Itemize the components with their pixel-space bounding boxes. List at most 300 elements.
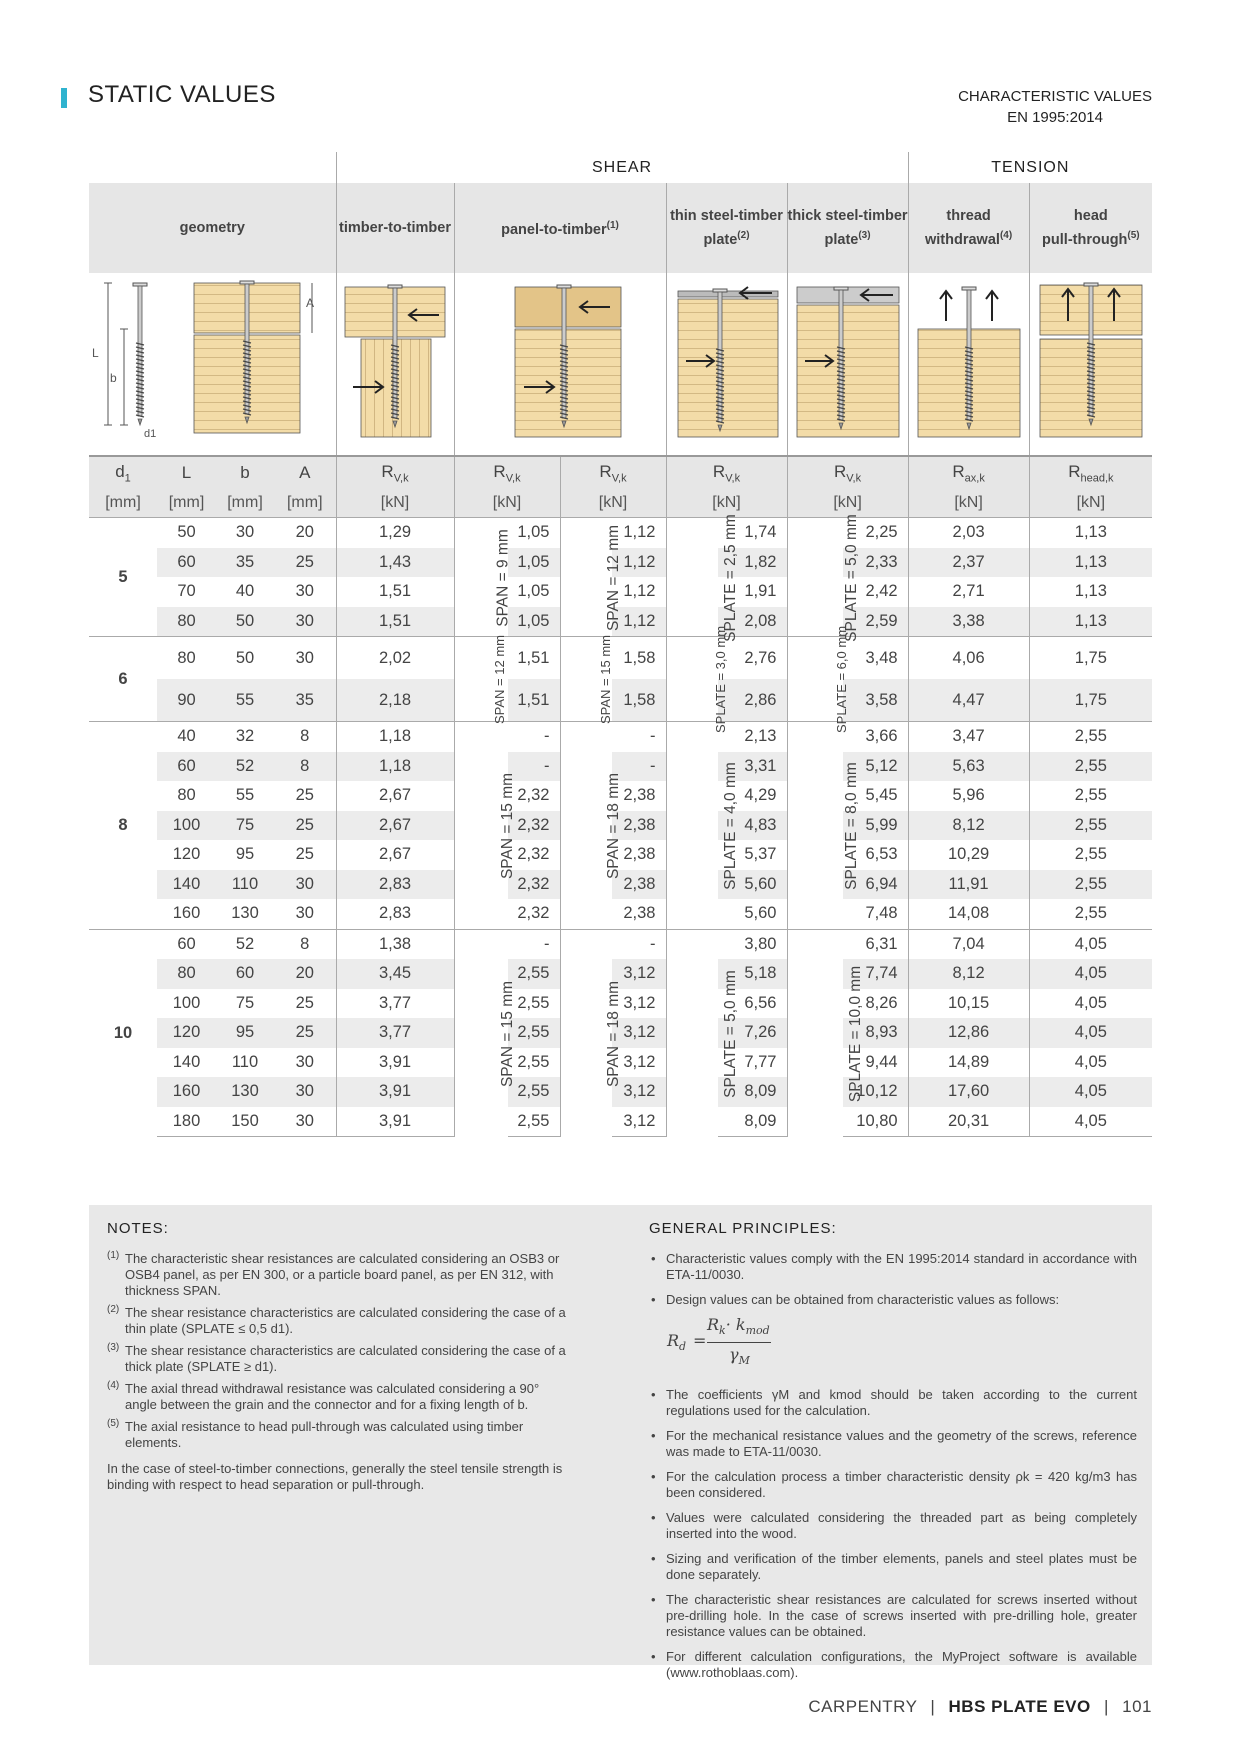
thread-length-cell: 60 (216, 959, 274, 989)
rvk-panel-1-cell: - (508, 929, 560, 959)
principles-list (649, 1387, 1137, 1681)
diameter-cell: 5 (89, 518, 157, 637)
table-body (89, 513, 1152, 1137)
sym-rheadk: $R_{head,k}$ (1029, 456, 1152, 489)
a-cell: 25 (274, 548, 336, 578)
page-footer (808, 1697, 1152, 1717)
rax-cell: 17,60 (908, 1077, 1029, 1107)
sym-rvk-thick: $R_{V,k}$ (787, 456, 908, 489)
rvk-thick-plate-cell: 5,99 (843, 811, 908, 841)
rvk-timber-cell: 1,51 (336, 607, 454, 637)
rvk-thick-plate-cell: 7,48 (865, 904, 898, 923)
rvk-panel-1-cell: 2,32 (508, 811, 560, 841)
rax-cell: 8,12 (908, 959, 1029, 989)
rvk-timber-cell: 3,91 (336, 1107, 454, 1137)
rvk-timber-cell: 3,91 (336, 1048, 454, 1078)
rvk-thick-plate-cell: 2,25 (843, 518, 908, 548)
table-row (89, 899, 1152, 929)
page-number: 101 (1122, 1697, 1152, 1716)
rvk-panel-1-cell: 2,55 (508, 1077, 560, 1107)
principles-heading: GENERAL PRINCIPLES: (649, 1220, 837, 1237)
length-cell: 160 (157, 1077, 216, 1107)
splate-label-thick: SPLATE = 8,0 mm (787, 722, 843, 930)
unit-mm: [mm] (89, 489, 157, 518)
table-row (89, 929, 1152, 959)
rhead-cell: 4,05 (1029, 1018, 1152, 1048)
rvk-thin-plate-cell: 2,86 (718, 679, 787, 722)
rvk-thick-plate-cell: 8,26 (865, 993, 898, 1012)
sym-raxk: $R_{ax,k}$ (908, 456, 1029, 489)
thread-length-cell: 75 (235, 993, 255, 1012)
table-row (89, 1107, 1152, 1137)
splate-label-thin: SPLATE = 4,0 mm (666, 722, 718, 930)
rvk-panel-2-cell: 1,12 (612, 518, 666, 548)
rvk-timber-cell: 1,18 (336, 722, 454, 752)
rvk-panel-2-cell: - (612, 722, 666, 752)
unit-kn: [kN] (666, 489, 787, 518)
rvk-panel-1-cell: 2,55 (517, 993, 550, 1012)
rhead-cell: 1,13 (1029, 607, 1152, 637)
rvk-panel-1-cell: 1,51 (508, 637, 560, 680)
length-cell: 50 (157, 518, 216, 548)
rax-cell: 14,08 (908, 899, 1029, 929)
rhead-cell: 1,75 (1029, 637, 1152, 680)
head-pull-through-diagram (1029, 273, 1152, 456)
rvk-thin-plate-cell: 7,26 (718, 1018, 787, 1048)
splate-label-thick: SPLATE = 5,0 mm (787, 518, 843, 637)
splate-label-thick: SPLATE = 6,0 mm (787, 637, 843, 722)
length-cell: 140 (157, 870, 216, 900)
rax-cell: 2,03 (908, 518, 1029, 548)
rvk-panel-1-cell: 1,05 (508, 518, 560, 548)
rax-cell: 3,47 (908, 722, 1029, 752)
title-accent-bar (61, 88, 67, 108)
rvk-thick-plate-cell: 6,53 (865, 845, 898, 864)
rhead-cell: 2,55 (1029, 752, 1152, 782)
rvk-panel-1-cell: 2,55 (517, 1052, 550, 1071)
a-cell: 25 (274, 811, 336, 841)
rvk-timber-cell: 3,77 (336, 989, 454, 1019)
thread-length-cell: 55 (235, 786, 255, 805)
unit-mm: [mm] (216, 489, 274, 518)
thread-length-cell: 150 (216, 1107, 274, 1137)
rvk-timber-cell: 2,18 (336, 679, 454, 722)
rvk-thin-plate-cell: 5,18 (718, 959, 787, 989)
thin-steel-plate-diagram (666, 273, 787, 456)
rvk-timber-cell: 2,83 (336, 899, 454, 929)
rvk-thick-plate-cell: 10,12 (843, 1077, 908, 1107)
rvk-timber-cell: 2,67 (336, 840, 454, 870)
rvk-timber-cell: 2,67 (336, 781, 454, 811)
length-cell: 120 (172, 845, 201, 864)
length-cell: 160 (172, 904, 201, 923)
principle-item: • The coefficients γM and kmod should be taken according to the current regulations used for the calculation. (649, 1387, 1137, 1419)
principle-item: • For the mechanical resistance values and the geometry of the screws, reference was made to ETA-11/0030. (649, 1428, 1137, 1460)
label-b: b (110, 370, 117, 385)
unit-kn: [kN] (1029, 489, 1152, 518)
notes-column (107, 1221, 567, 1493)
a-cell: 30 (295, 582, 314, 601)
rax-cell: 12,86 (908, 1018, 1029, 1048)
rax-cell: 4,06 (908, 637, 1029, 680)
thick-steel-plate-header: thick steel-timber plate$^{(3)}$ (787, 183, 908, 273)
rvk-timber-cell: 3,77 (336, 1018, 454, 1048)
rhead-cell: 2,55 (1029, 722, 1152, 752)
rvk-thick-plate-cell: 2,42 (865, 582, 898, 601)
a-cell: 30 (295, 1052, 314, 1071)
table-row (89, 679, 1152, 722)
geometry-diagram (89, 273, 336, 456)
rax-cell: 4,47 (908, 679, 1029, 722)
sym-rvk-t2t: $R_{V,k}$ (336, 456, 454, 489)
thread-length-cell: 32 (216, 722, 274, 752)
sym-rvk-pan1: $R_{V,k}$ (454, 456, 560, 489)
a-cell: 8 (274, 929, 336, 959)
thread-length-cell: 35 (216, 548, 274, 578)
label-d1: d1 (144, 427, 157, 440)
rvk-panel-2-cell: 2,38 (623, 845, 656, 864)
principle-item: • Design values can be obtained from characteristic values as follows: (649, 1292, 1137, 1308)
rvk-panel-2-cell: 1,58 (612, 637, 666, 680)
rax-cell: 14,89 (908, 1048, 1029, 1078)
rvk-thick-plate-cell: 9,44 (865, 1052, 898, 1071)
table-row (89, 518, 1152, 548)
rvk-thin-plate-cell: 7,77 (744, 1052, 777, 1071)
rvk-panel-1-cell: 2,32 (508, 870, 560, 900)
rax-cell: 5,96 (908, 781, 1029, 811)
rax-cell: 2,37 (908, 548, 1029, 578)
rax-cell: 2,71 (908, 577, 1029, 607)
rvk-thick-plate-cell: 5,12 (843, 752, 908, 782)
thread-length-cell: 130 (216, 1077, 274, 1107)
thread-length-cell: 95 (235, 845, 255, 864)
rvk-timber-cell: 3,91 (336, 1077, 454, 1107)
note-item: (2) The shear resistance characteristics are calculated considering the case of a thin plate (SPLATE ≤ 0,5 d1). (107, 1304, 566, 1336)
splate-label-thin: SPLATE = 5,0 mm (666, 929, 718, 1137)
principle-item: • For different calculation configurations, the MyProject software is available (www.rothoblaas.com). (649, 1649, 1137, 1681)
rvk-panel-1-cell: - (508, 722, 560, 752)
length-cell: 180 (157, 1107, 216, 1137)
rvk-panel-1-cell: 2,55 (508, 1018, 560, 1048)
principle-item: • Values were calculated considering the threaded part as being completely inserted into the wood. (649, 1510, 1137, 1542)
rvk-panel-2-cell: 3,12 (612, 1018, 666, 1048)
rvk-panel-1-cell: 2,55 (508, 1107, 560, 1137)
rvk-timber-cell: 2,83 (336, 870, 454, 900)
rvk-thin-plate-cell: 8,09 (718, 1077, 787, 1107)
thread-length-cell: 75 (216, 811, 274, 841)
length-cell: 80 (157, 607, 216, 637)
rvk-panel-2-cell: 1,12 (612, 607, 666, 637)
length-cell: 80 (177, 786, 196, 805)
screw-geometry-illustration (92, 277, 332, 447)
a-cell: 30 (274, 607, 336, 637)
a-cell: 30 (274, 870, 336, 900)
sym-A: A (274, 456, 336, 489)
design-value-formula: $R_d$ = $R_k\cdot k_{mod}$ $\gamma_M$ (667, 1315, 770, 1368)
principles-column (649, 1221, 1137, 1690)
rax-cell: 11,91 (908, 870, 1029, 900)
unit-kn: [kN] (560, 489, 666, 518)
rax-cell: 5,63 (908, 752, 1029, 782)
label-L: L (92, 345, 99, 360)
rvk-thin-plate-cell: 4,83 (718, 811, 787, 841)
thread-length-cell: 110 (216, 870, 274, 900)
rvk-timber-cell: 2,02 (336, 637, 454, 680)
rvk-panel-2-cell: 3,12 (612, 959, 666, 989)
length-cell: 60 (157, 548, 216, 578)
rvk-thin-plate-cell: 2,08 (718, 607, 787, 637)
thread-length-cell: 30 (216, 518, 274, 548)
a-cell: 25 (295, 993, 314, 1012)
rvk-panel-2-cell: - (612, 929, 666, 959)
rvk-thin-plate-cell: 2,76 (718, 637, 787, 680)
rhead-cell: 1,13 (1029, 577, 1152, 607)
rvk-panel-2-cell: 1,12 (612, 548, 666, 578)
page-title: STATIC VALUES (88, 81, 276, 108)
rvk-thin-plate-cell: 5,37 (744, 845, 777, 864)
thread-length-cell: 52 (216, 752, 274, 782)
rax-cell: 8,12 (908, 811, 1029, 841)
rhead-cell: 1,13 (1029, 518, 1152, 548)
splate-label-thin: SPLATE = 3,0 mm (666, 637, 718, 722)
a-cell: 25 (295, 845, 314, 864)
span-pan-label-2: SPAN = 12 mm (560, 518, 612, 637)
rvk-panel-1-cell: 2,55 (508, 959, 560, 989)
a-cell: 8 (274, 752, 336, 782)
unit-kn: [kN] (908, 489, 1029, 518)
rvk-panel-1-cell: - (508, 752, 560, 782)
note-item: (1) The characteristic shear resistances are calculated considering an OSB3 or OSB4 panel, as per EN 300, or a particle board panel, as per EN 312, with thickness SPAN. (107, 1250, 560, 1298)
geometry-header: geometry (89, 183, 336, 273)
sym-rvk-pan2: $R_{V,k}$ (560, 456, 666, 489)
rvk-panel-2-cell: 1,12 (623, 582, 656, 601)
rhead-cell: 2,55 (1029, 899, 1152, 929)
rvk-thick-plate-cell: 8,93 (843, 1018, 908, 1048)
diameter-cell: 8 (89, 722, 157, 930)
rvk-panel-2-cell: 3,12 (623, 1052, 656, 1071)
a-cell: 20 (274, 518, 336, 548)
rvk-thick-plate-cell: 5,45 (865, 786, 898, 805)
rax-cell: 10,29 (908, 840, 1029, 870)
rvk-timber-cell: 1,51 (336, 577, 454, 607)
span-pan-label-1: SPAN = 15 mm (454, 722, 508, 930)
principle-item: • Sizing and verification of the timber elements, panels and steel plates must be done separately. (649, 1551, 1137, 1583)
rvk-panel-2-cell: 3,12 (612, 1077, 666, 1107)
rvk-panel-2-cell: 2,38 (612, 811, 666, 841)
principle-item: • The characteristic shear resistances are calculated for screws inserted without pre-drilling hole. In the case of screws inserted with pre-drilling hole, greater resistance values can be obtained. (649, 1592, 1137, 1640)
sym-b: b (216, 456, 274, 489)
unit-kn: [kN] (454, 489, 560, 518)
rvk-thin-plate-cell: 5,60 (718, 870, 787, 900)
rvk-thick-plate-cell: 3,66 (843, 722, 908, 752)
rvk-thick-plate-cell: 2,33 (843, 548, 908, 578)
rvk-thin-plate-cell: 6,56 (744, 993, 777, 1012)
rvk-thick-plate-cell: 3,48 (843, 637, 908, 680)
footer-separator: | (930, 1697, 936, 1716)
rhead-cell: 4,05 (1029, 1048, 1152, 1078)
rhead-cell: 4,05 (1029, 959, 1152, 989)
note-item: (5) The axial resistance to head pull-through was calculated using timber elements. (107, 1418, 524, 1450)
length-cell: 40 (157, 722, 216, 752)
rvk-panel-2-cell: 2,38 (612, 870, 666, 900)
thread-withdrawal-header: thread withdrawal$^{(4)}$ (908, 183, 1029, 273)
length-cell: 140 (172, 1052, 201, 1071)
thread-length-cell: 95 (216, 1018, 274, 1048)
span-pan-label-1: SPAN = 12 mm (454, 637, 508, 722)
principle-item: • Characteristic values comply with the EN 1995:2014 standard in accordance with ETA-11/0030. (649, 1251, 1137, 1283)
thick-steel-plate-diagram (787, 273, 908, 456)
timber-to-timber-header: timber-to-timber (336, 183, 454, 273)
a-cell: 30 (274, 1077, 336, 1107)
a-cell: 35 (274, 679, 336, 722)
rvk-timber-cell: 2,67 (336, 811, 454, 841)
table-row (89, 637, 1152, 680)
rax-cell: 20,31 (908, 1107, 1029, 1137)
length-cell: 100 (172, 993, 201, 1012)
rhead-cell: 1,13 (1029, 548, 1152, 578)
thread-length-cell: 130 (231, 904, 259, 923)
a-cell: 30 (295, 904, 314, 923)
unit-mm: [mm] (157, 489, 216, 518)
length-cell: 80 (157, 637, 216, 680)
footer-product: HBS PLATE EVO (948, 1697, 1091, 1716)
length-cell: 120 (157, 1018, 216, 1048)
length-cell: 60 (157, 752, 216, 782)
span-pan-label-2: SPAN = 18 mm (560, 722, 612, 930)
rhead-cell: 4,05 (1029, 1107, 1152, 1137)
length-cell: 80 (157, 959, 216, 989)
rvk-thin-plate-cell: 1,91 (744, 582, 777, 601)
rvk-panel-1-cell: 1,05 (517, 582, 550, 601)
thin-steel-plate-header: thin steel-timber plate$^{(2)}$ (666, 183, 787, 273)
rvk-panel-2-cell: - (612, 752, 666, 782)
rax-cell: 3,38 (908, 607, 1029, 637)
rvk-panel-2-cell: 2,38 (623, 904, 656, 923)
length-cell: 60 (157, 929, 216, 959)
notes-heading: NOTES: (107, 1220, 169, 1237)
a-cell: 8 (274, 722, 336, 752)
rhead-cell: 4,05 (1029, 929, 1152, 959)
rvk-thin-plate-cell: 3,80 (718, 929, 787, 959)
rvk-thin-plate-cell: 5,60 (744, 904, 777, 923)
diameter-cell: 10 (89, 929, 157, 1137)
sym-d1: $d_1$ (89, 456, 157, 489)
char-line-1: CHARACTERISTIC VALUES (958, 88, 1152, 105)
rvk-panel-2-cell: 3,12 (623, 993, 656, 1012)
thread-length-cell: 52 (216, 929, 274, 959)
sym-rvk-thin: $R_{V,k}$ (666, 456, 787, 489)
rvk-thick-plate-cell: 6,94 (843, 870, 908, 900)
timber-to-timber-diagram (336, 273, 454, 456)
thread-length-cell: 50 (216, 607, 274, 637)
thread-length-cell: 40 (235, 582, 255, 601)
label-A: A (306, 295, 315, 310)
splate-label-thin: SPLATE = 2,5 mm (666, 518, 718, 637)
rvk-panel-2-cell: 2,38 (623, 786, 656, 805)
rvk-thick-plate-cell: 10,80 (843, 1107, 908, 1137)
span-pan-label-1: SPAN = 15 mm (454, 929, 508, 1137)
rvk-thin-plate-cell: 2,13 (718, 722, 787, 752)
unit-mm: [mm] (274, 489, 336, 518)
rvk-thin-plate-cell: 8,09 (718, 1107, 787, 1137)
splate-label-thick: SPLATE = 10,0 mm (787, 929, 843, 1137)
panel-to-timber-header: panel-to-timber$^{(1)}$ (454, 183, 666, 273)
rvk-timber-cell: 1,18 (336, 752, 454, 782)
rvk-thin-plate-cell: 4,29 (744, 786, 777, 805)
span-pan-label-1: SPAN = 9 mm (454, 518, 508, 637)
rvk-timber-cell: 3,45 (336, 959, 454, 989)
rvk-thick-plate-cell: 2,59 (843, 607, 908, 637)
note-item: (3) The shear resistance characteristics are calculated considering the case of a thick plate (SPLATE ≥ d1). (107, 1342, 566, 1374)
panel-to-timber-diagram (454, 273, 666, 456)
thread-withdrawal-diagram (908, 273, 1029, 456)
a-cell: 30 (274, 1107, 336, 1137)
rvk-panel-1-cell: 2,32 (517, 786, 550, 805)
char-line-2: EN 1995:2014 (1007, 109, 1103, 126)
span-pan-label-2: SPAN = 15 mm (560, 637, 612, 722)
rvk-panel-2-cell: 3,12 (612, 1107, 666, 1137)
rhead-cell: 2,55 (1029, 811, 1152, 841)
rvk-panel-1-cell: 1,05 (508, 607, 560, 637)
rvk-panel-2-cell: 1,58 (612, 679, 666, 722)
principle-item: • For the calculation process a timber characteristic density ρk = 420 kg/m3 has been considered. (649, 1469, 1137, 1501)
rhead-cell: 2,55 (1029, 870, 1152, 900)
rhead-cell: 4,05 (1029, 989, 1152, 1019)
footer-separator: | (1103, 1697, 1109, 1716)
rvk-thick-plate-cell: 3,58 (843, 679, 908, 722)
footer-section: CARPENTRY (808, 1697, 918, 1716)
length-cell: 70 (177, 582, 196, 601)
rhead-cell: 1,75 (1029, 679, 1152, 722)
rvk-panel-1-cell: 1,05 (508, 548, 560, 578)
rax-cell: 10,15 (908, 989, 1029, 1019)
unit-kn: [kN] (336, 489, 454, 518)
rvk-timber-cell: 1,43 (336, 548, 454, 578)
note-item: (4) The axial thread withdrawal resistance was calculated considering a 90° angle between the grain and the connector and for a fixing length of b. (107, 1380, 540, 1412)
length-cell: 100 (157, 811, 216, 841)
length-cell: 90 (157, 679, 216, 722)
static-values-table (89, 152, 1152, 1137)
rvk-panel-1-cell: 2,32 (517, 845, 550, 864)
rhead-cell: 2,55 (1029, 781, 1152, 811)
a-cell: 25 (274, 1018, 336, 1048)
rvk-thick-plate-cell: 7,74 (843, 959, 908, 989)
rhead-cell: 4,05 (1029, 1077, 1152, 1107)
sym-L: L (157, 456, 216, 489)
rvk-timber-cell: 1,38 (336, 929, 454, 959)
rvk-thick-plate-cell: 6,31 (843, 929, 908, 959)
rvk-thin-plate-cell: 3,31 (718, 752, 787, 782)
rhead-cell: 2,55 (1029, 840, 1152, 870)
a-cell: 30 (274, 637, 336, 680)
rax-cell: 7,04 (908, 929, 1029, 959)
rvk-panel-1-cell: 2,32 (517, 904, 550, 923)
characteristic-values-label (958, 86, 1152, 128)
rvk-thin-plate-cell: 1,74 (718, 518, 787, 548)
tension-group-label: TENSION (908, 152, 1152, 183)
diameter-cell: 6 (89, 637, 157, 722)
unit-kn: [kN] (787, 489, 908, 518)
span-pan-label-2: SPAN = 18 mm (560, 929, 612, 1137)
a-cell: 20 (274, 959, 336, 989)
thread-length-cell: 50 (216, 637, 274, 680)
shear-group-label: SHEAR (336, 152, 908, 183)
notes-panel (89, 1205, 1152, 1680)
notes-closing: In the case of steel-to-timber connections, generally the steel tensile strength is binding with respect to head separation or pull-through. (107, 1461, 563, 1492)
rvk-thin-plate-cell: 1,82 (718, 548, 787, 578)
thread-length-cell: 110 (231, 1052, 259, 1071)
rvk-panel-1-cell: 1,51 (508, 679, 560, 722)
